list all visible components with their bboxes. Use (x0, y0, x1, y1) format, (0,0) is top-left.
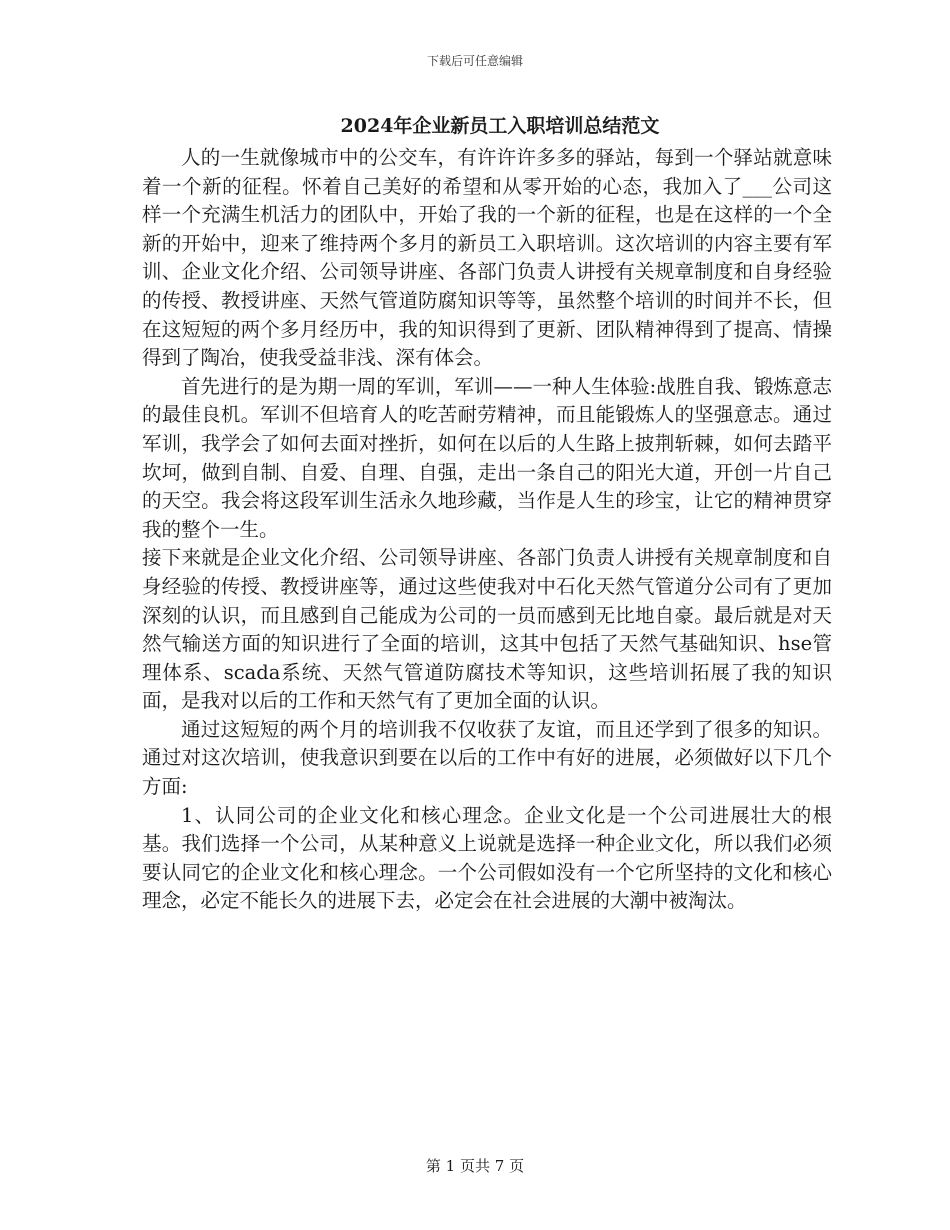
document-body (142, 144, 832, 916)
page-header: 下载后可任意编辑 (426, 54, 523, 68)
paragraph-lessons: 通过这短短的两个月的培训我不仅收获了友谊，而且还学到了很多的知识。通过对这次培训，使我意识到要在以后的工作中有好的进展，必须做好以下几个方面: (142, 717, 832, 799)
paragraph-intro: 人的一生就像城市中的公交车，有许许许多多的驿站，每到一个驿站就意味着一个新的征程。怀着自己美好的希望和从零开始的心态，我加入了___公司这样一个充满生机活力的团队中，开始了我的一个新的征程，也是在这样的一个全新的开始中，迎来了维持两个多月的新员工入职培训。这次培训的内容主要有军训、企业文化介绍、公司领导讲座、各部门负责人讲授有关规章制度和自身经验的传授、教授讲座、天然气管道防腐知识等等，虽然整个培训的时间并不长，但在这短短的两个多月经历中，我的知识得到了更新、团队精神得到了提高、情操得到了陶冶，使我受益非浅、深有体会。 (142, 146, 832, 370)
page-number: 第 1 页共 7 页 (425, 1157, 525, 1175)
document-title: 2024年企业新员工入职培训总结范文 (340, 115, 660, 137)
paragraph-point-1: 1、认同公司的企业文化和核心理念。企业文化是一个公司进展壮大的根基。我们选择一个公司，从某种意义上说就是选择一种企业文化，所以我们必须要认同它的企业文化和核心理念。一个公司假如没有一个它所坚持的文化和核心理念，必定不能长久的进展下去，必定会在社会进展的大潮中被淘汰。 (142, 803, 832, 913)
paragraph-culture-lectures: 接下来就是企业文化介绍、公司领导讲座、各部门负责人讲授有关规章制度和自身经验的传授、教授讲座等，通过这些使我对中石化天然气管道分公司有了更加深刻的认识，而且感到自己能成为公司的一员而感到无比地自豪。最后就是对天然气输送方面的知识进行了全面的培训，这其中包括了天然气基础知识、hse管理体系、scada系统、天然气管道防腐技术等知识，这些培训拓展了我的知识面，是我对以后的工作和天然气有了更加全面的认识。 (142, 546, 832, 713)
paragraph-military-training: 首先进行的是为期一周的军训，军训——一种人生体验:战胜自我、锻炼意志的最佳良机。军训不但培育人的吃苦耐劳精神，而且能锻炼人的坚强意志。通过军训，我学会了如何去面对挫折，如何在以后的人生路上披荆斩棘，如何去踏平坎坷，做到自制、自爱、自理、自强，走出一条自己的阳光大道，开创一片自己的天空。我会将这段军训生活永久地珍藏，当作是人生的珍宝，让它的精神贯穿我的整个一生。 (142, 374, 832, 541)
